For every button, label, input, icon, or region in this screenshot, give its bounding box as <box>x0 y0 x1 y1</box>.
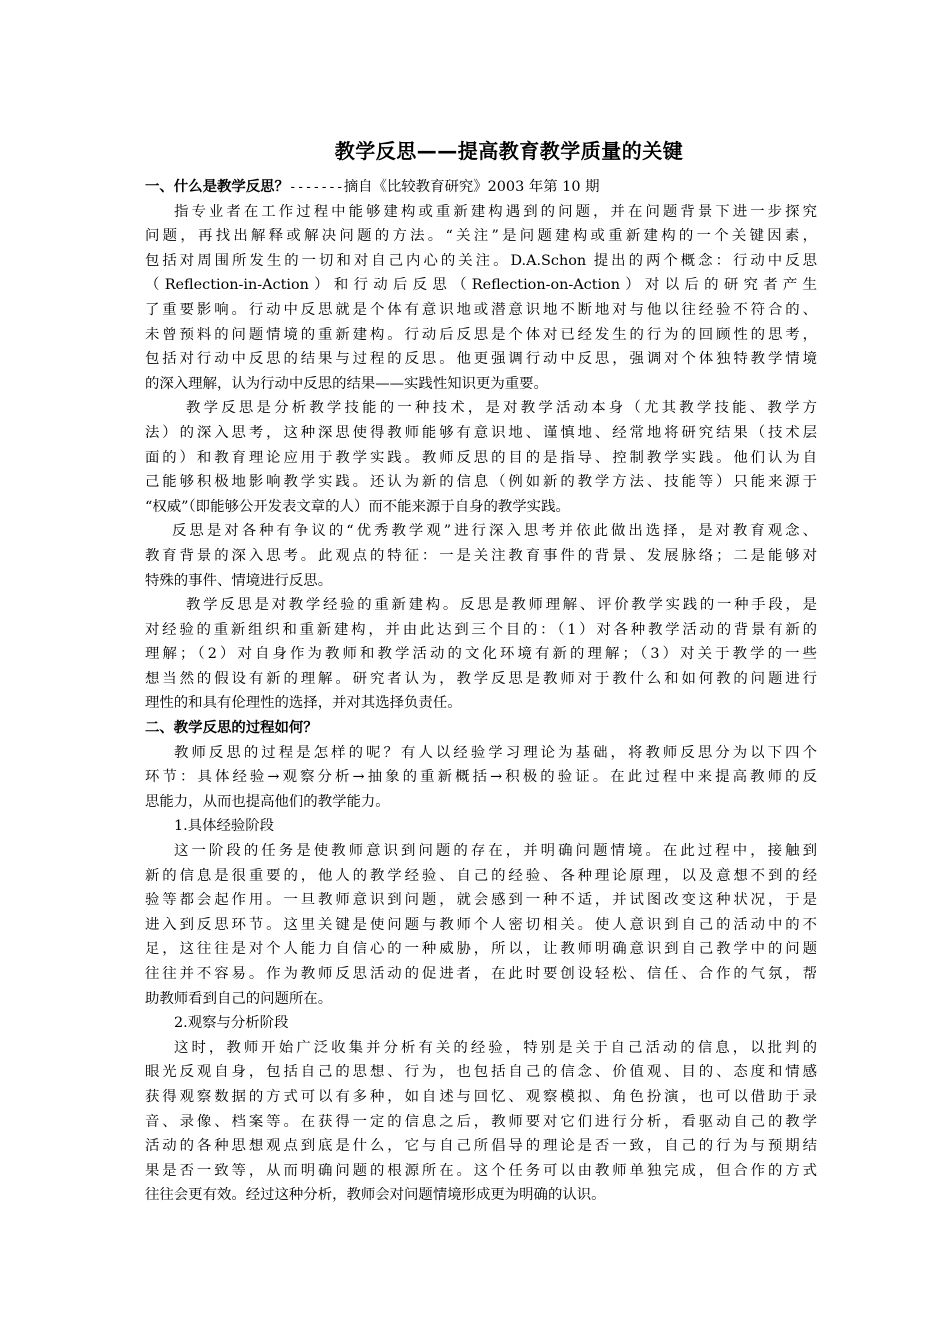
paragraph-1 <box>145 200 817 397</box>
paragraph-line: 验等都会起作用。一旦教师意识到问题，就会感到一种不适，并试图改变这种状况，于是 <box>145 892 817 909</box>
paragraph-3 <box>145 519 817 593</box>
paragraph-5 <box>145 741 817 815</box>
section-1-dashes: ------- <box>288 180 344 195</box>
paragraph-6 <box>145 839 817 1011</box>
paragraph-line: 想当然的假设有新的理解。研究者认为，教学反思是教师对于教什么和如何教的问题进行 <box>145 670 817 687</box>
paragraph-line: 的深入理解，认为行动中反思的结果——实践性知识更为重要。 <box>145 375 548 392</box>
paragraph-line: 面的）和教育理论应用于教学实践。教师反思的目的是指导、控制教学实践。他们认为自 <box>145 449 817 466</box>
paragraph-line: 问题，再找出解释或解决问题的方法。“关注”是问题建构或重新建构的一个关键因素， <box>145 228 817 245</box>
paragraph-7 <box>145 1036 817 1208</box>
paragraph-line: 教师反思的过程是怎样的呢？有人以经验学习理论为基础，将教师反思分为以下四个 <box>174 744 817 761</box>
paragraph-line: 对经验的重新组织和重新建构，并由此达到三个目的：（1）对各种教学活动的背景有新的 <box>145 621 817 638</box>
paragraph-line: 理性的和具有伦理性的选择，并对其选择负责任。 <box>145 695 462 712</box>
paragraph-line: 活动的各种思想观点到底是什么，它与自己所倡导的理论是否一致，自己的行为与预期结 <box>145 1138 817 1155</box>
paragraph-line: 理解；（2）对自身作为教师和教学活动的文化环境有新的理解；（3）对关于教学的一些 <box>145 646 817 663</box>
paragraph-line: “权威”（即能够公开发表文章的人）而不能来源于自身的教学实践。 <box>145 498 570 515</box>
paragraph-line: 这时，教师开始广泛收集并分析有关的经验，特别是关于自己活动的信息，以批判的 <box>174 1039 817 1056</box>
paragraph-line: （Reflection-in-Action）和行动后反思（Reflection-on-Action）对以后的研究者产生 <box>145 277 817 294</box>
paragraph-line: 新的信息是很重要的，他人的教学经验、自己的经验、各种理论原理，以及意想不到的经 <box>145 867 817 884</box>
paragraph-line: 往往并不容易。作为教师反思活动的促进者，在此时要创设轻松、信任、合作的气氛，帮 <box>145 966 817 982</box>
paragraph-line: 教学反思是分析教学技能的一种技术，是对教学活动本身（尤其教学技能、教学方 <box>186 400 817 417</box>
paragraph-line: 特殊的事件、情境进行反思。 <box>145 572 333 589</box>
paragraph-line: 思能力，从而也提高他们的教学能力。 <box>145 793 390 810</box>
paragraph-line: 教学反思是对教学经验的重新建构。反思是教师理解、评价教学实践的一种手段，是 <box>186 597 817 614</box>
section-heading-1 <box>145 175 817 200</box>
paragraph-line: 环节：具体经验→观察分析→抽象的重新概括→积极的验证。在此过程中来提高教师的反 <box>145 769 817 786</box>
paragraph-line: 了重要影响。行动中反思就是个体有意识地或潜意识地不断地对与他以往经验不符合的、 <box>145 301 817 318</box>
paragraph-line: 眼光反观自身，包括自己的思想、行为，也包括自己的信念、价值观、目的、态度和情感 <box>145 1064 817 1081</box>
paragraph-line: 包括对周围所发生的一切和对自己内心的关注。D.A.Schon 提出的两个概念：行动中反思 <box>145 252 817 269</box>
document-title: 教学反思——提高教育教学质量的关键 <box>334 139 684 163</box>
paragraph-line: 足，这往往是对个人能力自信心的一种威胁，所以，让教师明确意识到自己教学中的问题 <box>145 941 817 958</box>
stage-1-heading: 1.具体经验阶段 <box>174 818 275 835</box>
paragraph-line: 指专业者在工作过程中能够建构或重新建构遇到的问题，并在问题背景下进一步探究 <box>174 203 817 220</box>
document-body <box>145 175 817 1208</box>
paragraph-line: 法）的深入思考，这种深思使得教师能够有意识地、谨慎地、经常地将研究结果（技术层 <box>145 424 817 441</box>
paragraph-line: 获得观察数据的方式可以有多种，如自述与回忆、观察模拟、角色扮演，也可以借助于录 <box>145 1088 817 1105</box>
paragraph-line: 助教师看到自己的问题所在。 <box>145 990 333 1007</box>
stage-2-heading: 2.观察与分析阶段 <box>174 1015 289 1032</box>
paragraph-line: 果是否一致等，从而明确问题的根源所在。这个任务可以由教师单独完成，但合作的方式 <box>145 1162 817 1179</box>
paragraph-line: 往往会更有效。经过这种分析，教师会对问题情境形成更为明确的认识。 <box>145 1187 606 1204</box>
paragraph-line: 己能够积极地影响教学实践。还认为新的信息（例如新的教学方法、技能等）只能来源于 <box>145 474 817 491</box>
paragraph-2 <box>145 396 817 519</box>
paragraph-line: 这一阶段的任务是使教师意识到问题的存在，并明确问题情境。在此过程中，接触到 <box>174 843 817 860</box>
paragraph-line: 包括对行动中反思的结果与过程的反思。他更强调行动中反思，强调对个体独特教学情境 <box>145 351 817 368</box>
section-1-title: 一、什么是教学反思？ <box>145 179 289 195</box>
paragraph-line: 音、录像、档案等。在获得一定的信息之后，教师要对它们进行分析，看驱动自己的教学 <box>145 1113 817 1130</box>
paragraph-4 <box>145 593 817 716</box>
paragraph-line: 教育背景的深入思考。此观点的特征：一是关注教育事件的背景、发展脉络；二是能够对 <box>145 547 817 564</box>
paragraph-line: 未曾预料的问题情境的重新建构。行动后反思是个体对已经发生的行为的回顾性的思考， <box>145 326 817 343</box>
section-heading-2: 二、教学反思的过程如何？ <box>145 720 318 737</box>
section-1-source: 摘自《比较教育研究》2003 年第 10 期 <box>343 179 600 195</box>
paragraph-line: 进入到反思环节。这里关键是使问题与教师个人密切相关。使人意识到自己的活动中的不 <box>145 916 817 933</box>
paragraph-line: 反思是对各种有争议的“优秀教学观”进行深入思考并依此做出选择，是对教育观念、 <box>172 523 817 540</box>
